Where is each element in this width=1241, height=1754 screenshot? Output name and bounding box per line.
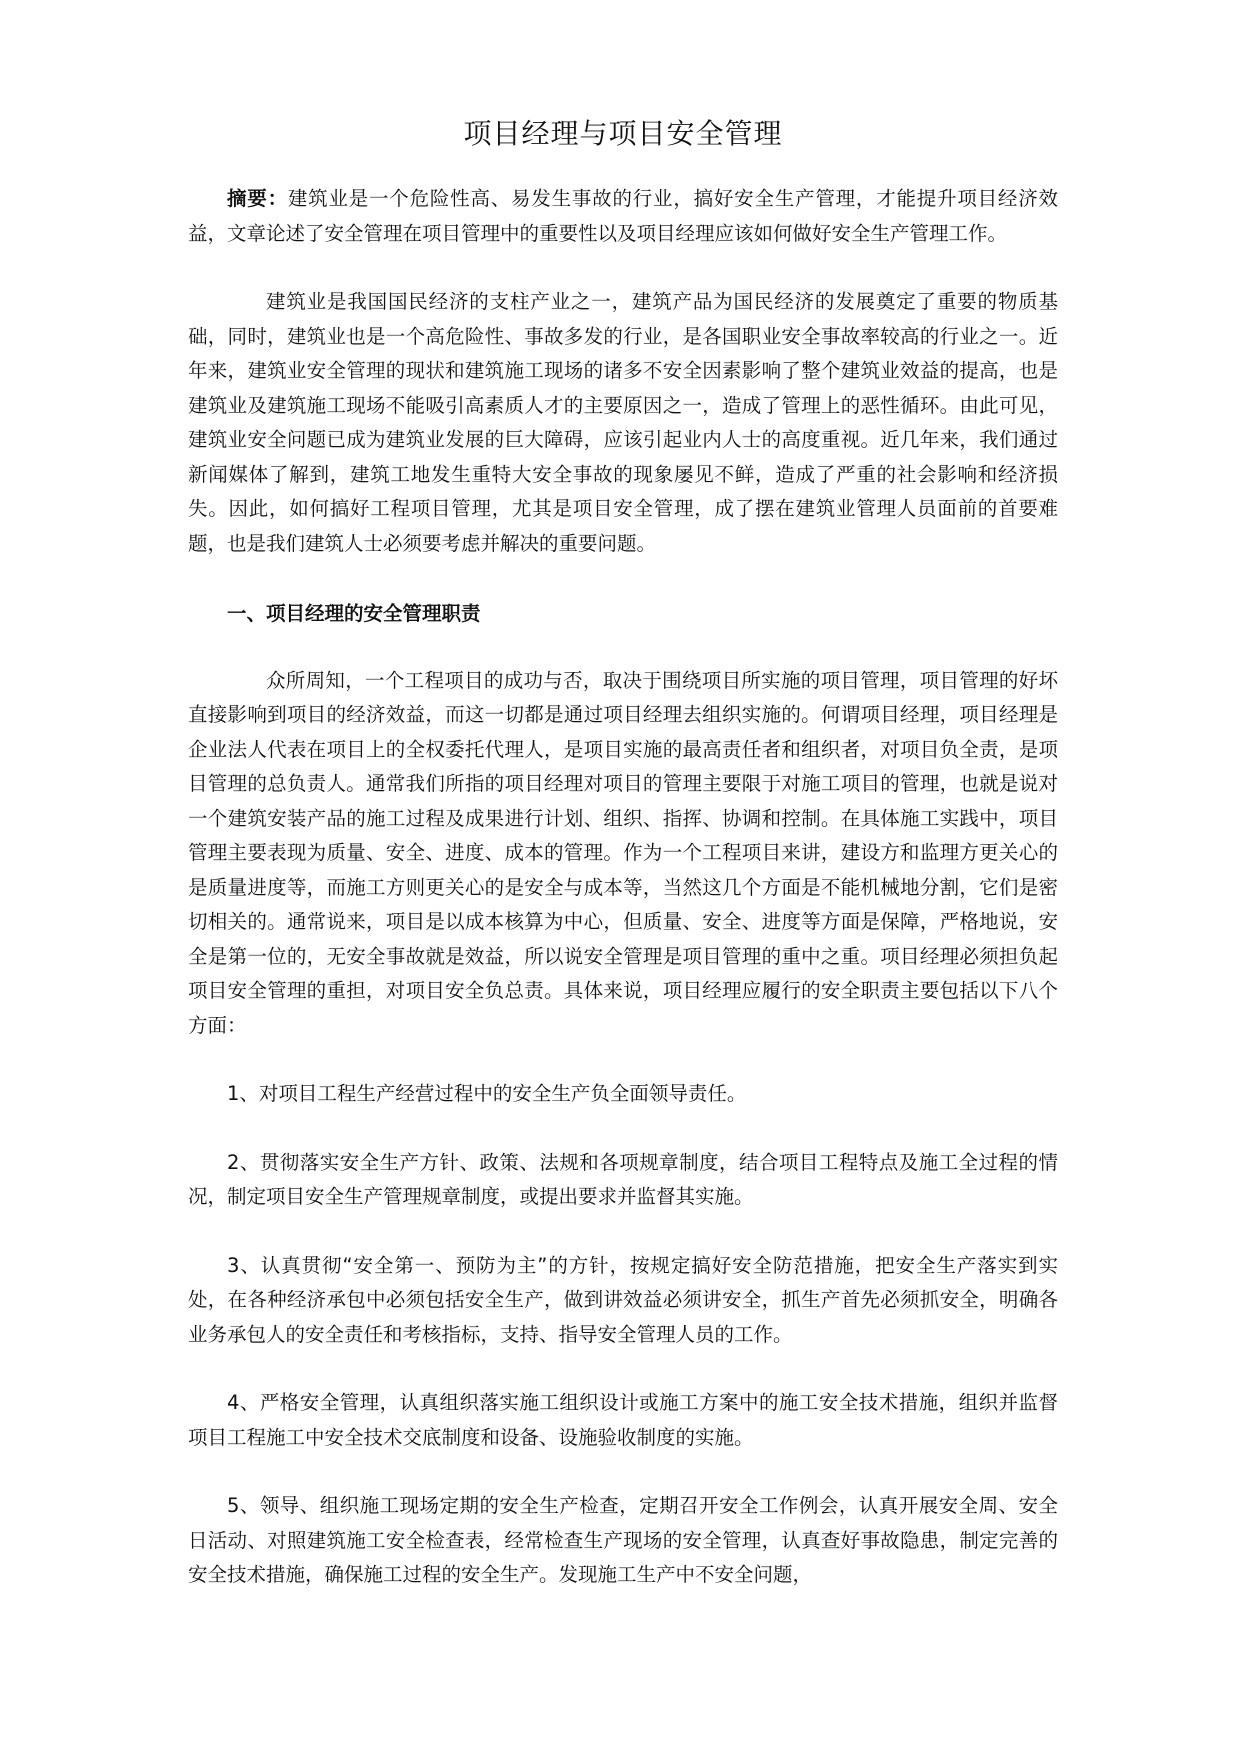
abstract-paragraph: [188, 182, 1058, 251]
list-item: 3、认真贯彻“安全第一、预防为主”的方针，按规定搞好安全防范措施，把安全生产落实到实处，在各种经济承包中必须包括安全生产，做到讲效益必须讲安全，抓生产首先必须抓安全，明确各业务承包人的安全责任和考核指标，支持、指导安全管理人员的工作。: [188, 1253, 1058, 1346]
list-item: 2、贯彻落实安全生产方针、政策、法规和各项规章制度，结合项目工程特点及施工全过程的情况，制定项目安全生产管理规章制度，或提出要求并监督其实施。: [188, 1150, 1058, 1208]
abstract-label: 摘要：: [227, 187, 288, 210]
document-page: [188, 112, 1058, 1593]
list-item: 5、领导、组织施工现场定期的安全生产检查，定期召开安全工作例会，认真开展安全周、安全日活动、对照建筑施工安全检查表，经常检查生产现场的安全管理，认真查好事故隐患，制定完善的安全技术措施，确保施工过程的安全生产。发现施工生产中不安全问题，: [188, 1494, 1058, 1586]
section-heading: 一、项目经理的安全管理职责: [227, 602, 481, 625]
document-title: 项目经理与项目安全管理: [463, 117, 783, 150]
abstract-text: 建筑业是一个危险性高、易发生事故的行业，搞好安全生产管理，才能提升项目经济效益，文章论述了安全管理在项目管理中的重要性以及项目经理应该如何做好安全生产管理工作。: [188, 187, 1058, 245]
section-body-paragraph: 众所周知，一个工程项目的成功与否，取决于围绕项目所实施的项目管理，项目管理的好坏直接影响到项目的经济效益，而这一切都是通过项目经理去组织实施的。何谓项目经理，项目经理是企业法人代表在项目上的全权委托代理人，是项目实施的最高责任者和组织者，对项目负全责，是项目管理的总负责人。通常我们所指的项目经理对项目的管理主要限于对施工项目的管理，也就是说对一个建筑安装产品的施工过程及成果进行计划、组织、指挥、协调和控制。在具体施工实践中，项目管理主要表现为质量、安全、进度、成本的管理。作为一个工程项目来讲，建设方和监理方更关心的是质量进度等，而施工方则更关心的是安全与成本等，当然这几个方面是不能机械地分割，它们是密切相关的。通常说来，项目是以成本核算为中心，但质量、安全、进度等方面是保障，严格地说，安全是第一位的，无安全事故就是效益，所以说安全管理是项目管理的重中之重。项目经理必须担负起项目安全管理的重担，对项目安全负总责。具体来说，项目经理应履行的安全职责主要包括以下八个方面：: [188, 668, 1058, 1037]
intro-paragraph: 建筑业是我国国民经济的支柱产业之一，建筑产品为国民经济的发展奠定了重要的物质基础，同时，建筑业也是一个高危险性、事故多发的行业，是各国职业安全事故率较高的行业之一。近年来，建筑业安全管理的现状和建筑施工现场的诸多不安全因素影响了整个建筑业效益的提高，也是建筑业及建筑施工现场不能吸引高素质人才的主要原因之一，造成了管理上的恶性循环。由此可见，建筑业安全问题已成为建筑业发展的巨大障碍，应该引起业内人士的高度重视。近几年来，我们通过新闻媒体了解到，建筑工地发生重特大安全事故的现象屡见不鲜，造成了严重的社会影响和经济损失。因此，如何搞好工程项目管理，尤其是项目安全管理，成了摆在建筑业管理人员面前的首要难题，也是我们建筑人士必须要考虑并解决的重要问题。: [188, 290, 1058, 555]
list-item: 4、严格安全管理，认真组织落实施工组织设计或施工方案中的施工安全技术措施，组织并监督项目工程施工中安全技术交底制度和设备、设施验收制度的实施。: [188, 1391, 1058, 1449]
list-item: 1、对项目工程生产经营过程中的安全生产负全面领导责任。: [227, 1082, 747, 1105]
